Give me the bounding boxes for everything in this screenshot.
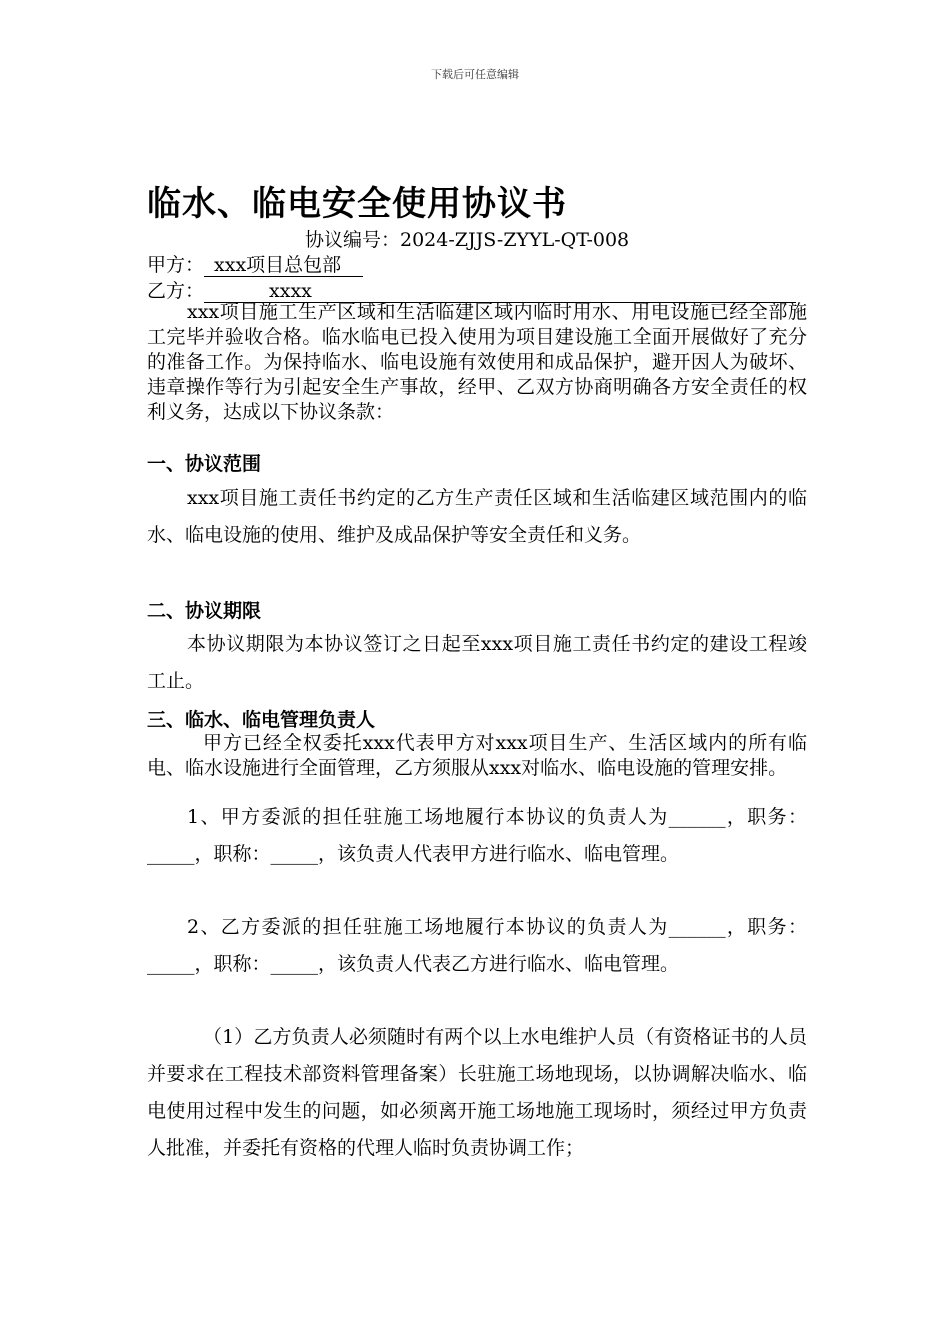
section-1-body: xxx项目施工责任书约定的乙方生产责任区域和生活临建区域范围内的临水、临电设施的使用、维护及成品保护等安全责任和义务。 [147,487,807,546]
document-number: 协议编号：2024-ZJJS-ZYYL-QT-008 [305,229,630,251]
party-b-line [147,276,796,303]
section-3-body: 甲方已经全权委托xxx代表甲方对xxx项目生产、生活区域内的所有临电、临水设施进行全面管理，乙方须服从xxx对临水、临电设施的管理安排。 [147,732,807,779]
intro-paragraph: xxx项目施工生产区域和生活临建区域内临时用水、用电设施已经全部施工完毕并验收合格。临水临电已投入使用为项目建设施工全面开展做好了充分的准备工作。为保持临水、临电设施有效使用和成品保护，避开因人为破坏、违章操作等行为引起安全生产事故，经甲、乙双方协商明确各方安全责任的权利义务，达成以下协议条款： [147,301,807,423]
party-a-value: xxx项目总包部 [204,254,363,277]
section-3-heading: 三、临水、临电管理负责人 [147,709,376,731]
party-b-value: xxxx [204,280,796,303]
party-b-label: 乙方： [147,280,205,302]
section-3-item-1: 1、甲方委派的担任驻施工场地履行本协议的负责人为______，职务：_____，职称：_____，该负责人代表甲方进行临水、临电管理。 [147,806,807,865]
section-2-heading: 二、协议期限 [147,600,262,622]
section-1-heading: 一、协议范围 [147,453,262,475]
section-3-sub-item-1: （1）乙方负责人必须随时有两个以上水电维护人员（有资格证书的人员并要求在工程技术部资料管理备案）长驻施工场地现场，以协调解决临水、临电使用过程中发生的问题，如必须离开施工场地施工现场时，须经过甲方负责人批准，并委托有资格的代理人临时负责协调工作； [147,1026,807,1159]
section-2-body: 本协议期限为本协议签订之日起至xxx项目施工责任书约定的建设工程竣工止。 [147,633,807,692]
party-a-label: 甲方： [147,254,205,276]
header-note: 下载后可任意编辑 [431,68,519,81]
section-3-item-2: 2、乙方委派的担任驻施工场地履行本协议的负责人为______，职务：_____，职称：_____，该负责人代表乙方进行临水、临电管理。 [147,916,807,975]
document-title: 临水、临电安全使用协议书 [147,184,567,224]
party-a-line [147,250,363,277]
